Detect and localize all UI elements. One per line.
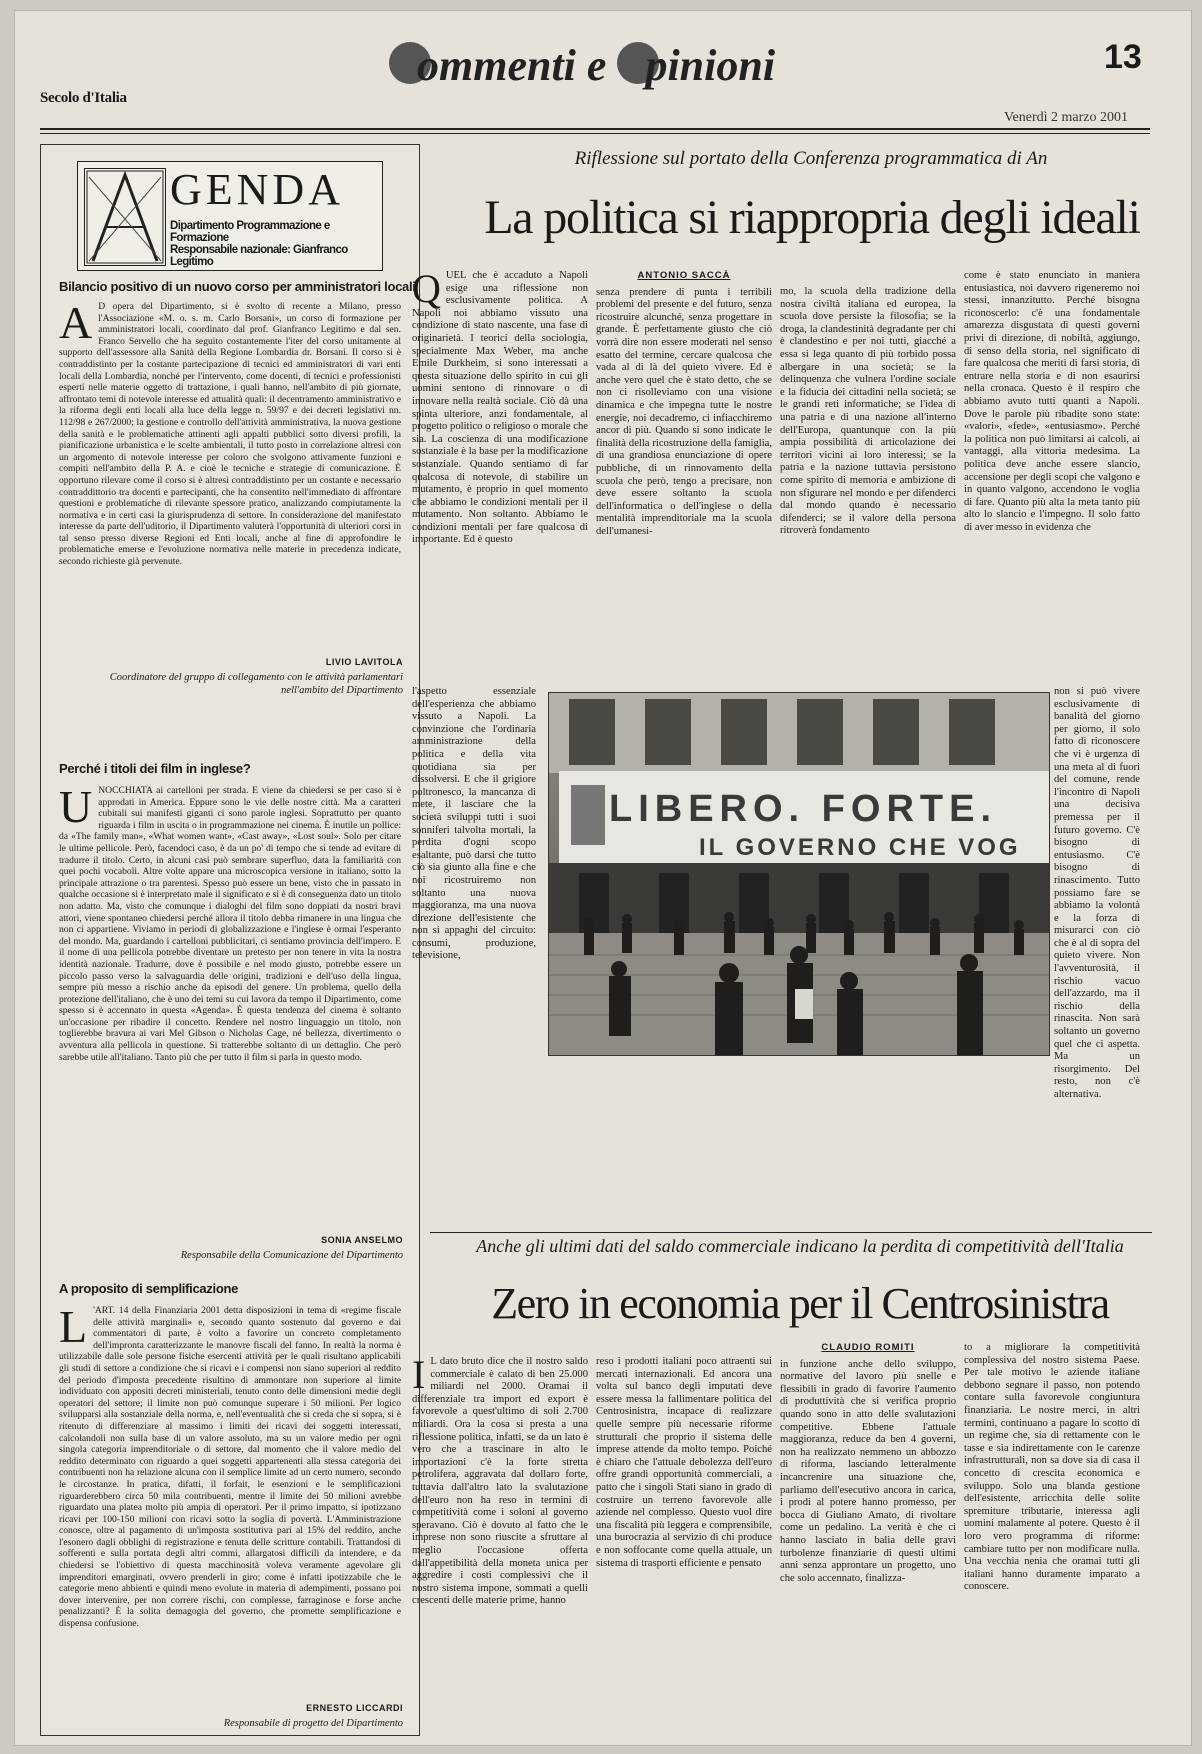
article1-col2 xyxy=(596,270,772,676)
article1-byline: ANTONIO SACCÀ xyxy=(637,270,731,281)
article2-col3 xyxy=(780,1342,956,1730)
agenda-header-box xyxy=(77,161,383,271)
article1-text: l'aspetto essenziale dell'esperienza che abbiamo vissuto a Napoli. La convinzione che l'ordinaria amministrazione della politica e della vita quotidiana sia per dissolversi. E che il grigiore poltronesco, la mancanza di mete, il lasciare che la società sviluppi tutti i suoi sonniferi talvolta mortali, la perdita d'ogni scopo esaltante, può darsi che tutto ciò sia giunto alla fine e che noi ricostruiremo non soltanto una nuova maggioranza, ma una nuova direzione dell'esistente che non si appaghi del circuito: consumi, produzione, televisione, xyxy=(412,686,536,962)
issue-date: Venerdì 2 marzo 2001 xyxy=(1004,110,1129,125)
agenda-item-heading: Bilancio positivo di un nuovo corso per amministratori locali xyxy=(59,279,416,294)
article1-col1-top xyxy=(412,270,588,674)
section-title xyxy=(389,40,775,91)
article1-text: UEL che è accaduto a Napoli esige una riflessione non esclusivamente politica. A Napoli noi abbiamo vissuto una condizione di stato nascente, una fase di originarietà. I teorici della sociologia, specialmente Max Weber, ma anche Emile Durkheim, si sono interessati a questa situazione dello spirito in cui gli uomini sentono di rinnovare o di innovare nella realtà sociale. Ciò dà una spinta ulteriore, anzi fondamentale, al progetto politico o religioso o morale che sia. La coscienza di una modificazione sostanziale è la base per la modificazione sostanziale. Quando sentiamo di far qualcosa di notevole, di stabilire un mutamento, è proprio in quel momento che abbiamo le condizioni mentali per il mutamento. Non soltanto. Abbiamo le condizioni mentali per fare qualcosa di importante. Ed è questo xyxy=(412,270,588,546)
agenda-item-body xyxy=(59,301,401,651)
agenda-item-role: Coordinatore del gruppo di collegamento con le attività parlamentari nell'ambito del Dipartimento xyxy=(109,672,403,696)
masthead-rule xyxy=(40,128,1150,130)
agenda-item-heading: A proposito di semplificazione xyxy=(59,1281,239,1296)
article1-col1-bottom xyxy=(412,686,536,1202)
banner-line2: IL GOVERNO CHE VOG xyxy=(699,834,1021,861)
newspaper-brand: Secolo d'Italia xyxy=(40,90,127,106)
agenda-item-role: Responsabile di progetto del Dipartimento xyxy=(223,1718,403,1729)
newspaper-page xyxy=(14,10,1192,1746)
dropcap: U xyxy=(59,785,93,832)
article1-text: non si può vivere esclusivamente di banalità del giorno per giorno, il solo fatto di riconoscere che vi è urgenza di una meta al di fuori del comune, rende l'incontro di Napoli una decisiva premessa per il futuro governo. C'è bisogno di entusiasmo. C'è bisogno di rinascimento. Tutto possiamo fare se abbiamo la volontà e la forza di misurarci con ciò che è al di sopra del quieto vivere. Non l'avventurosità, il rischio vacuo dell'azzardo, ma il rischio della rinascita. Non sarà soltanto un governo quel che ci aspetta. Ma un risorgimento. Del resto, non c'è alternativa. xyxy=(1054,686,1140,1100)
agenda-item-text: D opera del Dipartimento, si è svolto di recente a Milano, presso l'Associazione «M. o. s. m. Carlo Borsani», un corso di formazione per amministratori locali, coordinato dal prof. Gianfranco Legitimo e dal sen. Franco Servello che ha seguito costantemente l'iter del corso unitamente al supporto dell'assessore alla Sanità della Regione Lombardia dr. Borsani. Il corso si è contraddistinto per la costante partecipazione di tecnici ed amministratori di vari enti locali della Lombardia, nonché per l'intervento, come docenti, di tecnici e professionisti esperti nelle materie oggetto di trattazione, i quali hanno, nell'ambito di più giornate, affrontato temi di notevole interesse ed attualità quali: il decentramento amministrativo e la riforma degli enti locali alla luce della legge n. 59/97 e dei decreti legislativi nn. 112/98 e 267/2000; la gestione e controllo dell'attività amministrativa, la nuova gestione della sanità e le problematiche attinenti agli appalti pubblici sotto diversi profili, la pianificazione urbanistica e le scelte ambientali, il tutto posto in correlazione altresì con un argomento di notevole interesse per coloro che svolgono attivamente funzioni e compiti nell'ambito della P. A. e cioè le tecniche e strategie di comunicazione. È opportuno rilevare come il corso si è altresì contraddistinto per un costante e necessario contraddittorio tra docenti e partecipanti, che ha consentito nell'immediato di affrontare questioni e problematiche di rilevante spessore pratico, analizzando compiutamente la normativa e in certi casi la giurisprudenza di settore. In considerazione del manifestato interesse da parte dell'uditorio, il Dipartimento valuterà l'opportunità di ulteriori corsi in tal senso presso diverse Regioni ed Enti locali, anche al fine di approfondire le problematiche emerse e l'evoluzione normativa nelle materie in precedenza indicate, secondo richieste già pervenute. xyxy=(59,301,401,568)
agenda-item-body xyxy=(59,785,401,1229)
masthead-rule-thin xyxy=(40,133,1150,134)
article2-text: to a migliorare la competitività complessiva del nostro sistema Paese. Per tale motivo le aziende italiane debbono segnare il passo, non potendo contare sulla favorevole congiuntura finanziaria. Le nostre merci, in altri termini, continuano a pagare lo scotto di un regime che, sia di rettamente con le tasse e sia indirettamente con le carenze infrastrutturali, non sa dove sia di casa il concetto di crescita economica e sviluppo. Solo una blanda gestione dell'esistente, arricchita delle solite spremiture tributarie, interessa agli uomini malamente al potere. Questo è il loro vero programma di riforme: cambiare tutto per non modificare nulla. Una vecchia nenia che oramai tutti gli italiani hanno duramente imparato a conoscere. xyxy=(964,1342,1140,1593)
agenda-logo xyxy=(84,168,166,266)
agenda-column xyxy=(40,144,420,1736)
conference-photo xyxy=(548,692,1050,1056)
dropcap: L xyxy=(59,1305,88,1352)
agenda-item-signature: LIVIO LAVITOLA xyxy=(325,657,403,667)
agenda-title: GENDA xyxy=(170,165,344,214)
dropcap: Q xyxy=(412,270,441,311)
article2-headline: Zero in economia per il Centrosinistra xyxy=(491,1279,1109,1328)
article2-text: L dato bruto dice che il nostro saldo commerciale è calato di ben 25.000 miliardi nel 2000. Oramai il differenziale tra import ed export è favorevole a quest'ultimo di soli 2.700 miliardi. Ora la cosa si presta a una riflessione politica, infatti, se da un lato è vero che a trascinare in alto le importazioni c'è la forte stretta petrolifera, aggravata dal dollaro forte, tuttavia dall'altro lato la svalutazione dell'euro non ha reso in termini di competitività come i soloni al governo speravano. Ciò è dovuto al fatto che le imprese non sono riuscite a sfruttare al meglio l'occasione offerta dall'appetibilità della moneta unica per aggredire i costi complessivi che il nostro sistema impone, sommati a quelli crescenti delle materie prime, hanno xyxy=(412,1356,588,1607)
agenda-item-signature: SONIA ANSELMO xyxy=(321,1235,403,1245)
article1-col3 xyxy=(780,286,956,678)
article2-kicker: Anche gli ultimi dati del saldo commerciale indicano la perdita di competitività dell'Italia xyxy=(476,1236,1124,1256)
article2-byline: CLAUDIO ROMITI xyxy=(821,1342,915,1353)
page-number: 13 xyxy=(1104,38,1142,76)
article2-text: in funzione anche dello sviluppo, normative del lavoro più snelle e flessibili in grado di favorire l'aumento di produttività che si verifica proprio quando sono in atto delle svalutazioni competitive. Ebbene l'attuale maggioranza, reduce da ben 4 governi, non ha realizzato nemmeno un abbozzo di riforma, lasciando letteralmente incancrenire una situazione che, parliamo dell'esecutivo ancora in carica, i prodi al potere hanno promesso, per bocca di Giuliano Amato, di rivoltare come un pedalino. La verità è che ci hanno lasciato in balia delle gravi turbolenze finanziarie di questi ultimi anni senza approntare un progetto, uno che solo accennato, finalizza- xyxy=(780,1358,956,1584)
agenda-item-heading: Perché i titoli dei film in inglese? xyxy=(59,761,251,776)
agenda-item-signature: ERNESTO LICCARDI xyxy=(306,1703,403,1713)
agenda-item-text: NOCCHIATA ai cartelloni per strada. E viene da chiedersi se per caso si è approdati in America. Eppure sono le vie delle nostre città. Ma a caratteri cubitali sui manifesti giganti ci sono parole inglesi. Soprattutto per quanto riguarda i film in uscita o in programmazione nei cinema. È inutile un pollice: da «The family man», «What women want», «Cast away», «Lost soul». Solo per citare le ultime pellicole. Però, facendoci caso, è da un po' di tempo che si tende ad evitare di tradurre il titolo. Certo, in alcuni casi può sembrare superfluo, data la familiarità con quei pochi vocaboli. Altre volte appare una microscopica versione in italiano, sotto la principale attrazione o tra parentesi. Spesso può essere un bene, visto che in passato in qualche occasione si è interpretato male il significato e si è di conseguenza dato un titolo non adatto. Ma, visto che comunque i dialoghi del film sono doppiati da nostri bravi attori, viene spontaneo chiedersi perché allora il titolo debba rimanere in una lingua che non ci appartiene. Viviamo in periodi di globalizzazione e l'inglese è ormai l'esperanto del mondo. Ma, guardando i cartelloni pubblicitari, ci sentiamo provincia dell'impero. E il nome di una pellicola potrebbe diventare un pretesto per non tenere in vita la nostra identità nazionale. Tradurre, dove è possibile e nel modo giusto, potrebbe essere un piccolo passo verso la salvaguardia delle origini, tradizioni e dell'uso della lingua, sempre più messo a rischio anche da episodi del genere. Un problema, quello della protezione dell'italiano, che è uno dei temi su cui lavora da tempo il Dipartimento, come spesso si è accennato in questa «Agenda». È questa tendenza del cinema è soltanto un'occasione per ribadire il concetto. Rendere nel nostro linguaggio un titolo, non toglierebbe bravura ai vari Mel Gibson o Nicholas Cage, né bellezza, divertimento o avventura alla pellicola in questione. Si tratterebbe soltanto di un dettaglio. Che però sarebbe utile all'italiano. Tanto più che per tutto il film si parla in questo modo. xyxy=(59,785,401,1063)
article1-headline: La politica si riappropria degli ideali xyxy=(484,191,1140,244)
article-divider xyxy=(430,1232,1152,1233)
agenda-responsible: Responsabile nazionale: Gianfranco Legitimo xyxy=(170,244,348,268)
article2-text: reso i prodotti italiani poco attraenti sui mercati internazionali. Ed ancora una volta sul banco degli imputati deve essere messa la fallimentare politica del Centrosinistra, incapace di realizzare quelle sempre più necessarie riforme strutturali che proprio il sistema delle imprese attende da molto tempo. Poiché è chiaro che l'attuale debolezza dell'euro offre grandi opportunità commerciali, a patto che i singoli Stati siano in grado di costruire un terreno favorevole alle aziende nel complesso. Questo vuol dire una fiscalità più leggera e comprensibile, una burocrazia al servizio di chi produce e non soffocante come quella attuale, un sistema di trasporti efficiente e pensato xyxy=(596,1356,772,1569)
article2-col2 xyxy=(596,1356,772,1730)
agenda-item-role: Responsabile della Comunicazione del Dipartimento xyxy=(180,1250,403,1261)
article1-text: senza prendere di punta i terribili problemi del presente e del futuro, senza ricostruire alcunché, senza progettare in grande. È perfettamente giusto che ciò vorrà dire non essere moderati nel senso esatto del termine, cercare qualcosa che vada al di là del quieto vivere. Ed è anche vero quel che è stato detto, che se non ci risolleviamo con una visione dinamica e che impegna tutte le nostre energie, noi decadremo, ci infiacchiremo ancor di più. Quando si sono indicate le finalità della ricostruzione della famiglia, di una grandiosa enunciazione di opere pubbliche, di un rinnovamento della scuola che però, tengo a precisare, non deve essere soltanto la scuola dell'informatica o dell'inglese o della mentalità imprenditoriale ma la scuola dell'umanesi- xyxy=(596,286,772,537)
article1-text: mo, la scuola della tradizione della nostra civiltà italiana ed europea, la scuola dove persiste la filosofia; se la droga, la clandestinità degradante per chi è clandestino e per noi tutti, giacché a essa si lega quanto di più torbido possa albergare in una società; se la delinquenza che vulnera l'ordine sociale e la fiducia dei cittadini nella società; se le grandi reti informatiche; se l'idea di una patria e di una nazione all'interno dell'Europa, quantunque con la più ampia possibilità di articolazione dei territori vicini ai loro interessi; se la patria e la nazione tuttavia persistono come spirito di memoria e ambizione di non sfigurare nel mondo e per difenderci dal mondo quando è necessario difenderci; se il valore della persona ritroverà fondamento xyxy=(780,286,956,537)
article2-col4 xyxy=(964,1342,1140,1730)
dropcap: I xyxy=(412,1356,426,1397)
agenda-item-body xyxy=(59,1305,401,1701)
dropcap: A xyxy=(59,301,93,348)
section-title-part2: pinioni xyxy=(645,41,776,90)
banner-line1: LIBERO. FORTE. xyxy=(609,788,997,830)
agenda-department: Dipartimento Programmazione e Formazione xyxy=(170,220,330,244)
article1-text: come è stato enunciato in maniera entusiastica, noi davvero rigeneremo noi stessi, innanzitutto. Perché bisogna riconoscerlo: c'è una fondamentale amarezza disgustata di questi governi privi di direzione, di nobiltà, aggiungo, di senso della storia, nel significato di fare qualcosa che meriti di farsi storia, di entrare nella storia e di non esaurirsi nella cronaca. Questo è il respiro che abbiamo avuto tutti quanti a Napoli. Dove le parole più ribadite sono state: «valori», «fede», «entusiasmo». Perché la politica non può limitarsi ai calcoli, ai vantaggi, alla vittoria medesima. La politica deve anche essere slancio, accensione per degli scopi che valgono e in quanto valgono, accendono le voglia di fare. Quanto più alta la meta tanto più alto lo slancio e l'impegno. Il solo fatto di aver messo in evidenza che xyxy=(964,270,1140,533)
section-title-part1: ommenti e xyxy=(417,41,618,90)
article2-col1 xyxy=(412,1356,588,1730)
article1-col4-top xyxy=(964,270,1140,674)
article1-kicker: Riflessione sul portato della Conferenza programmatica di An xyxy=(574,148,1048,169)
article1-col4-bottom xyxy=(1054,686,1140,1202)
agenda-item-text: 'ART. 14 della Finanziaria 2001 detta disposizioni in tema di «regime fiscale delle attività marginali» e, secondo quanto sostenuto dal governo e dai commentatori di parte, è volto a favorire un concreto completamento dell'impronta caratterizzante le manovre fiscali del fanno. In realtà la norma è utilizzabile dalle sole persone fisiche esercenti attività per le quali risultano applicabili gli studi di settore a condizione che si ricavi e i compensi non siano superiori al reddito del periodo d'imposta precedente risultino di ammontare non superiore al limite individuato con appositi decreti ministeriali, tenuto conto delle dimensioni medie degli operatori del settore; il limite non può comunque superare i 50 milioni. Per logico svilupparsi alla sostanziale della norma, e, nell'eventualità che si creda che si sopra, si è ritenuto di differenziare al massimo i limiti dei ricavi dei soggetti interessati, calcolandoli non sulla base di un valore assoluto, ma su un valore medio per ogni singola categoria imprenditoriale o di settore, dal momento che il valore medio del reddito determinato con riguardo a quei soggetti appartenenti alla stessa categoria dei contribuenti non ha relazione alcuna con il semplice limite ad un certo numero, secondo le circostanze. In pratica, difatti, il forfait, le esenzioni e le semplificazioni riguarderebbero circa 50 mila contribuenti, mentre il limite dei 50 milioni avrebbe riguardato una platea molto più ampia di operatori. Per il primo impatto, si ipotizzano ricavi per 100-150 milioni con ricavi sotto la soglia di povertà. L'Amministrazione conosce, oltre al pagamento di un'imposta sostitutiva pari al 15% del reddito, anche l'esonero dagli obblighi di registrazione e tenuta delle scritture contabili. Trattandosi di sofferenti e sulla portata degli altri commi, allargatosi difficili da intendere, e da chiedersi se l'obiettivo di questa macchinosità voleva veramente agevolare gli imprenditori emarginati, ovvero prenderli in giro; come è infatti ipotizzabile che le categorie meno abbienti e quindi meno evolute in materia di adempimenti, possano poi dover intervenire, per non correre rischi, con complesse, farraginose e forse anche penalizzanti? È la solita demagogia del governo, che promette semplificazione e dispensa confusione. xyxy=(59,1305,401,1630)
